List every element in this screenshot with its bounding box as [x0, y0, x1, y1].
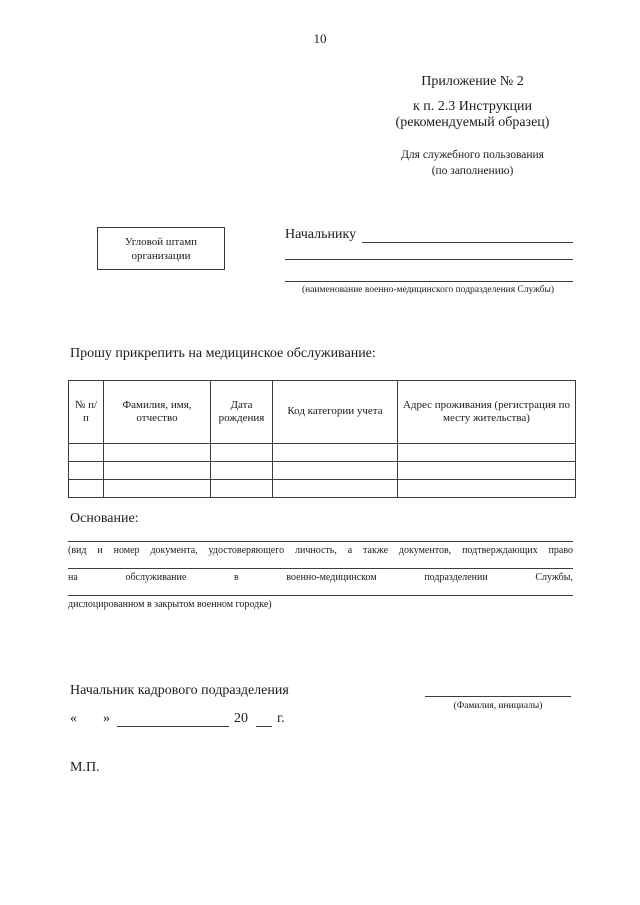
addressee-label: Начальнику	[285, 227, 357, 242]
addressee-fill-line-3	[285, 281, 573, 282]
table-cell	[104, 480, 211, 498]
date-close-quote: »	[103, 711, 110, 726]
appendix-line-3: (рекомендуемый образец)	[395, 115, 550, 130]
table-header-name: Фамилия, имя, отчество	[104, 381, 211, 444]
table-cell	[211, 462, 273, 480]
table-header-address: Адрес проживания (регистрация по месту жительства)	[398, 381, 576, 444]
table-cell	[398, 462, 576, 480]
signature-caption: (Фамилия, инициалы)	[453, 701, 543, 711]
classification-line-1: Для служебного пользования	[401, 149, 544, 161]
table-cell	[104, 444, 211, 462]
table-cell	[211, 480, 273, 498]
stamp-box	[97, 227, 225, 270]
stamp-line-1: Угловой штамп	[124, 235, 198, 248]
classification-line-2: (по заполнению)	[431, 164, 514, 177]
table-cell	[398, 444, 576, 462]
date-open-quote: «	[70, 711, 77, 726]
basis-label: Основание:	[70, 511, 139, 526]
addressee-fill-line-2	[285, 259, 573, 260]
attachment-table	[68, 380, 576, 498]
appendix-line-1: Приложение № 2	[421, 74, 524, 89]
table-cell	[273, 444, 398, 462]
table-cell	[398, 480, 576, 498]
table-cell	[273, 462, 398, 480]
signer-title: Начальник кадрового подразделения	[70, 683, 289, 698]
table-row	[69, 444, 576, 462]
table-header-row	[69, 381, 576, 444]
addressee-fill-line-1	[362, 227, 573, 243]
basis-fill-line-2	[68, 568, 573, 569]
request-text: Прошу прикрепить на медицинское обслуживание:	[70, 346, 376, 361]
date-year-suffix: г.	[277, 711, 285, 726]
table-cell	[104, 462, 211, 480]
date-fill-line	[117, 726, 229, 727]
date-year-prefix: 20	[234, 711, 248, 726]
table-cell	[69, 480, 104, 498]
appendix-note	[370, 74, 575, 131]
date-year-fill-line	[256, 726, 272, 727]
table-header-birthdate: Дата рождения	[211, 381, 273, 444]
addressee-row	[285, 227, 573, 243]
appendix-line-2: к п. 2.3 Инструкции	[413, 99, 532, 114]
basis-caption-2: на обслуживание в военно-медицинском подразделении Службы,	[68, 572, 573, 583]
table-row	[69, 480, 576, 498]
table-cell	[273, 480, 398, 498]
table-cell	[69, 444, 104, 462]
table-cell	[211, 444, 273, 462]
table-header-number: № п/п	[69, 381, 104, 444]
basis-fill-line-1	[68, 541, 573, 542]
table-row	[69, 462, 576, 480]
addressee-caption: (наименование военно-медицинского подразделения Службы)	[301, 285, 555, 295]
page-number: 10	[313, 31, 327, 46]
table-header-category-code: Код категории учета	[273, 381, 398, 444]
signature-line	[425, 696, 571, 697]
table-cell	[69, 462, 104, 480]
classification-note	[370, 148, 575, 179]
stamp-line-2: организации	[131, 249, 191, 262]
basis-caption-3: дислоцированном в закрытом военном городке)	[68, 599, 272, 610]
basis-caption-1: (вид и номер документа, удостоверяющего личность, а также документов, подтверждающих право	[68, 545, 573, 556]
seal-mark: М.П.	[70, 760, 100, 775]
basis-fill-line-3	[68, 595, 573, 596]
